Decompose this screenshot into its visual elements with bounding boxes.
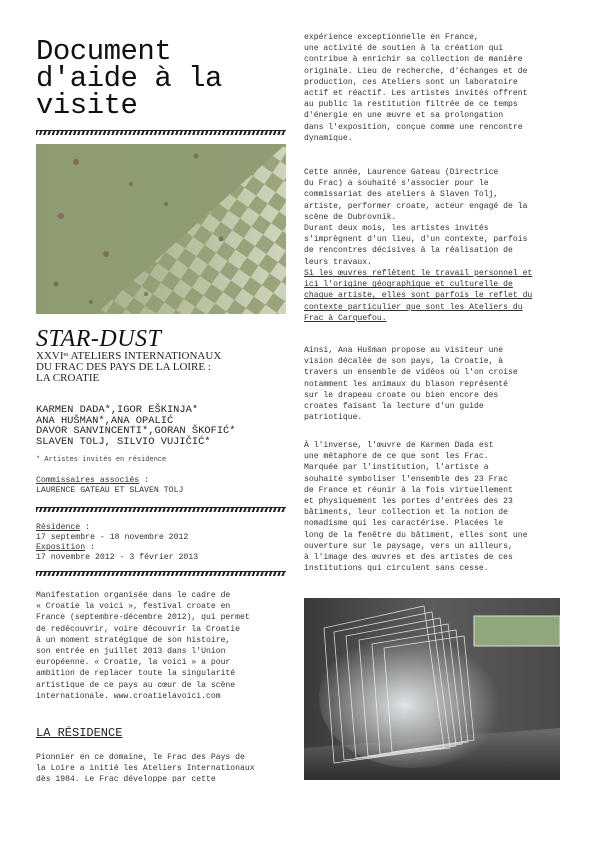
- subtitle-rest: ATELIERS INTERNATIONAUX: [68, 350, 222, 362]
- right-paragraph-2: [304, 167, 560, 268]
- text-line: patriotique.: [304, 413, 363, 423]
- hatched-divider: [36, 130, 286, 135]
- text-line: originale. Lieu de recherche, d'échanges et de: [304, 66, 528, 76]
- residence-label-suffix: :: [80, 523, 91, 532]
- text-line: croates faisant la lecture d'un guide: [304, 402, 484, 412]
- artists-footnote: * Artistes invités en résidence: [36, 456, 167, 464]
- curators-block: [36, 476, 286, 496]
- subtitle-line: DU FRAC DES PAYS DE LA LOIRE :: [36, 361, 211, 373]
- exposition-dates: 17 novembre 2012 - 3 février 2013: [36, 553, 199, 562]
- text-line: souhaité symboliser l'ensemble des 23 Frac: [304, 474, 508, 484]
- text-line: Marquée par l'institution, l'artiste a: [304, 463, 489, 473]
- residence-dates: 17 septembre - 18 novembre 2012: [36, 533, 189, 542]
- text-line: sur le drapeau croate ou bien encore des: [304, 390, 499, 400]
- text-line: de France et réunir à la fois virtuellement: [304, 485, 513, 495]
- text-line: à un moment stratégique de son histoire,: [36, 635, 231, 645]
- text-line: du Frac) a souhaité s'associer pour le: [304, 179, 489, 189]
- exposition-label-suffix: :: [85, 543, 95, 552]
- text-line: dans l'exposition, conçue comme une rencontre: [304, 122, 523, 132]
- text-line: production, ces Ateliers sont un laboratoire: [304, 77, 518, 87]
- text-line: la Loire a initié les Ateliers Internationaux: [36, 764, 255, 774]
- document-title: [36, 35, 286, 122]
- text-line: d'énergie en une œuvre et sa prolongation: [304, 111, 504, 121]
- exposition-label-line: [36, 543, 286, 553]
- artists-list: [36, 405, 286, 447]
- intro-paragraph: [36, 590, 286, 702]
- title-line: Document: [36, 35, 172, 68]
- text-line: institutions qui circulent sans cesse.: [304, 564, 489, 574]
- text-line: Ainsi, Ana Hušman propose au visiteur une: [304, 346, 504, 355]
- title-line: visite: [36, 89, 138, 122]
- residence-paragraph: [36, 752, 286, 786]
- exhibition-name: STAR-DUST: [36, 326, 162, 352]
- artists-line: ANA HUŠMAN*,ANA OPALIĆ: [36, 414, 174, 427]
- text-line: contribue à enrichir sa collection de manière: [304, 55, 523, 65]
- exhibition-subtitle: [36, 351, 286, 384]
- text-line: dynamique.: [304, 133, 353, 143]
- subtitle-ordinal-suffix: es: [63, 352, 69, 358]
- exposition-label: Exposition: [36, 543, 86, 552]
- text-line: actif et réactif. Les artistes invités offrent: [304, 89, 528, 99]
- text-line: à l'image des œuvres et des artistes de ces: [304, 553, 513, 563]
- installation-photo: [304, 598, 560, 780]
- text-line: une métaphore de ce que sont les Frac.: [304, 452, 489, 462]
- text-line: contexte particulier que sont les Ateliers du: [304, 302, 523, 312]
- text-line: son entrée en juillet 2013 dans l'Union: [36, 647, 226, 657]
- text-line: vision décalée de son pays, la Croatie, à: [304, 357, 504, 367]
- residence-label: Résidence: [36, 523, 81, 532]
- right-paragraph-1: [304, 32, 560, 144]
- text-line: européenne. « Croatie, la voici » a pour: [36, 658, 231, 668]
- text-line: Si les œuvres reflètent le travail personnel et: [304, 269, 533, 278]
- text-line: scène de Dubrovnik.: [304, 212, 397, 222]
- text-line: Pionnier en ce domaine, le Frac des Pays de: [36, 753, 245, 762]
- left-column: [36, 0, 284, 842]
- right-paragraph-3: [304, 345, 560, 423]
- curators-label: Commissaires associés: [36, 476, 140, 485]
- right-column: [304, 0, 560, 842]
- text-line: chaque artiste, elles sont parfois le reflet du: [304, 291, 533, 301]
- text-line: long de la fenêtre du bâtiment, elles sont une: [304, 530, 528, 540]
- text-line: une activité de soutien à la création qui: [304, 44, 504, 54]
- curators-names: LAURENCE GATEAU ET SLAVEN TOLJ: [36, 486, 184, 495]
- right-paragraph-4: [304, 440, 560, 574]
- text-line: et physiquement les portes d'entrées des 23: [304, 497, 513, 507]
- text-line: « Croatie la voici », festival croate en: [36, 602, 231, 612]
- text-line: nomadisme qui les caractérise. Placées le: [304, 519, 504, 529]
- text-line: internationale. www.croatielavoici.com: [36, 691, 221, 701]
- text-line: À l'inverse, l'œuvre de Karmen Dada est: [304, 441, 494, 450]
- artists-line: KARMEN DADA*,IGOR EŠKINJA*: [36, 404, 199, 416]
- text-line: artiste, performer croate, acteur engagé de la: [304, 201, 528, 211]
- text-line: Durant deux mois, les artistes invités: [304, 224, 489, 234]
- text-line: de rencontres décisives à la réalisation de: [304, 246, 513, 256]
- hatched-divider: [36, 507, 286, 512]
- residence-label-line: [36, 523, 286, 533]
- installation-image: [304, 598, 560, 780]
- title-line: d'aide à la: [36, 62, 222, 95]
- text-line: Frac à Carquefou.: [304, 313, 387, 323]
- text-line: leurs travaux.: [304, 257, 372, 267]
- residence-heading: LA RÉSIDENCE: [36, 726, 123, 740]
- text-line: Manifestation organisée dans le cadre de: [36, 591, 231, 600]
- text-line: travers un ensemble de vidéos où l'on croise: [304, 368, 518, 378]
- text-line: ambition de replacer toute la singularité: [36, 669, 236, 679]
- text-line: bâtiments, leur collection et la notion de: [304, 508, 508, 518]
- text-line: au public la restitution filtrée de ce temps: [304, 100, 518, 110]
- text-line: Cette année, Laurence Gateau (Directrice: [304, 168, 499, 177]
- curators-label-suffix: :: [139, 476, 150, 485]
- text-line: notamment les animaux du blason représenté: [304, 379, 508, 389]
- right-paragraph-2-highlight: [304, 268, 560, 324]
- text-line: France (septembre-décembre 2012), qui permet: [36, 613, 250, 623]
- artists-line: SLAVEN TOLJ, SILVIO VUJIČIĆ*: [36, 435, 211, 448]
- text-line: s'imprègnent d'un lieu, d'un contexte, parfois: [304, 235, 528, 245]
- dates-block: [36, 523, 286, 563]
- hatched-divider: [36, 571, 286, 576]
- text-line: de redécouvrir, voire découvrir la Croatie: [36, 624, 240, 634]
- grass-tiles-image: [36, 144, 286, 314]
- subtitle-ordinal: XXVI: [36, 350, 64, 362]
- text-line: ici l'origine géographique et culturelle de: [304, 280, 513, 290]
- artists-line: DAVOR SANVINCENTI*,GORAN ŠKOFIĆ*: [36, 425, 236, 438]
- text-line: dès 1984. Le Frac développe par cette: [36, 775, 216, 785]
- text-line: ouverture sur le paysage, vers un ailleurs,: [304, 541, 513, 551]
- grass-tiles-photo: [36, 144, 286, 314]
- text-line: expérience exceptionnelle en France,: [304, 33, 479, 42]
- curators-label-line: [36, 476, 286, 486]
- text-line: artistique de ce pays au cœur de la scène: [36, 680, 236, 690]
- subtitle-line: LA CROATIE: [36, 372, 100, 384]
- text-line: commissariat des ateliers à Slaven Tolj,: [304, 190, 499, 200]
